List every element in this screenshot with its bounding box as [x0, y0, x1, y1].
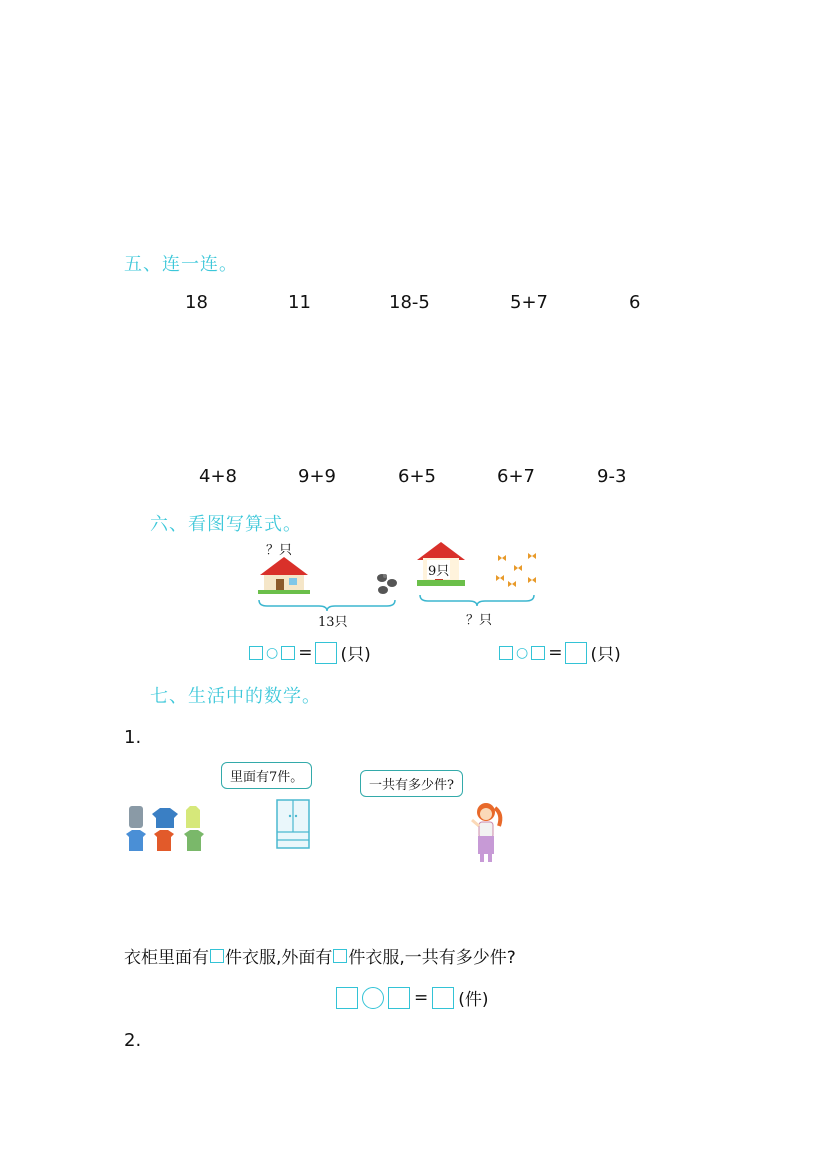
equals-sign: =	[548, 642, 563, 663]
answer-box[interactable]	[499, 646, 513, 660]
house-count-label: 9只	[427, 560, 450, 579]
match-top-item: 6	[629, 292, 641, 313]
unknown-count-label: ？只	[466, 613, 493, 628]
unit-label: (只)	[590, 645, 621, 665]
operator-circle[interactable]: ○	[266, 644, 279, 661]
brace	[418, 593, 536, 607]
answer-box-outside[interactable]	[333, 949, 347, 963]
operator-circle[interactable]	[362, 987, 384, 1009]
result-box[interactable]	[432, 987, 454, 1009]
result-box[interactable]	[315, 642, 337, 664]
speech-bubble-girl: 一共有多少件?	[360, 770, 463, 797]
butterflies-illustration	[492, 552, 542, 592]
answer-box[interactable]	[388, 987, 410, 1009]
question-number: 2.	[124, 1030, 142, 1051]
equation-right	[499, 640, 621, 665]
speech-bubble-wardrobe: 里面有7件。	[221, 762, 312, 789]
unknown-count-label: ？只	[266, 543, 293, 558]
answer-box[interactable]	[336, 987, 358, 1009]
girl-illustration	[468, 800, 506, 866]
section-7-title: 七、生活中的数学。	[150, 686, 321, 707]
match-bottom-item: 4+8	[199, 466, 237, 487]
section-6-title: 六、看图写算式。	[150, 514, 302, 535]
question-text-part: 衣柜里面有	[124, 948, 209, 968]
answer-box[interactable]	[531, 646, 545, 660]
equals-sign: =	[298, 642, 313, 663]
brace	[257, 598, 397, 612]
match-bottom-item: 9-3	[597, 466, 627, 487]
wardrobe-illustration	[275, 798, 311, 852]
question-text	[124, 943, 516, 968]
operator-circle[interactable]: ○	[516, 644, 529, 661]
match-bottom-item: 9+9	[298, 466, 336, 487]
match-top-item: 11	[288, 292, 311, 313]
question-text-part: 件衣服,一共有多少件?	[348, 948, 516, 968]
chicks-illustration	[374, 570, 400, 596]
answer-box[interactable]	[249, 646, 263, 660]
answer-box[interactable]	[281, 646, 295, 660]
clothes-illustration	[124, 804, 208, 854]
section-5-title: 五、连一连。	[124, 254, 238, 275]
total-count-label: 13只	[318, 615, 348, 630]
match-bottom-item: 6+7	[497, 466, 535, 487]
equation-left	[249, 640, 371, 665]
match-top-item: 18-5	[389, 292, 430, 313]
house-illustration	[256, 555, 312, 595]
question-number: 1.	[124, 727, 142, 748]
question-text-part: 件衣服,外面有	[225, 948, 333, 968]
unit-label: (件)	[458, 990, 489, 1010]
equals-sign: =	[414, 987, 429, 1008]
match-bottom-item: 6+5	[398, 466, 436, 487]
match-top-item: 5+7	[510, 292, 548, 313]
equation-q1	[336, 985, 489, 1010]
result-box[interactable]	[565, 642, 587, 664]
match-top-item: 18	[185, 292, 208, 313]
answer-box-inside[interactable]	[210, 949, 224, 963]
unit-label: (只)	[340, 645, 371, 665]
